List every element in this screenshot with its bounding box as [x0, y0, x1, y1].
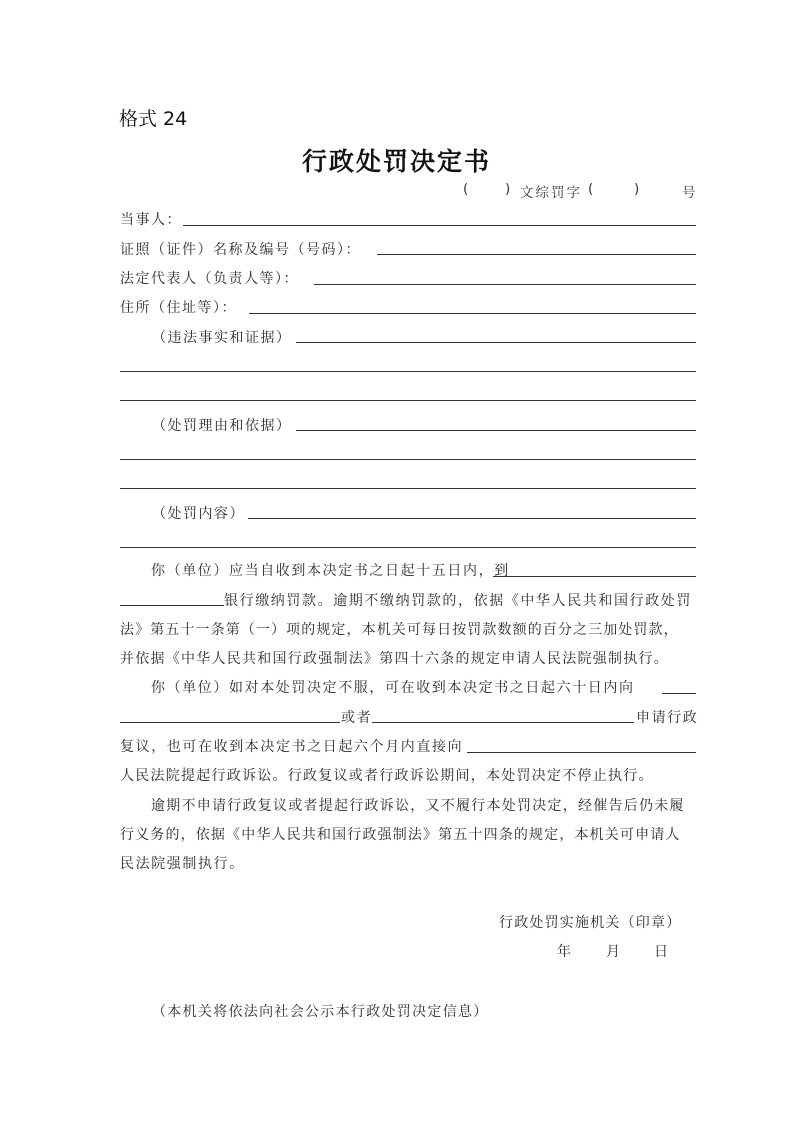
facts-field-line-3[interactable] [120, 400, 696, 401]
payment-paragraph-line-4: 并依据《中华人民共和国行政强制法》第四十六条的规定申请人民法院强制执行。 [120, 651, 669, 667]
signature-year: 年 [557, 944, 573, 960]
bank-field-part-2[interactable] [120, 605, 224, 606]
appeal-paragraph-line-1: 你（单位）如对本处罚决定不服，可在收到本决定书之日起六十日内向 [151, 680, 635, 696]
reasons-field-line-2[interactable] [120, 459, 696, 460]
reasons-label: （处罚理由和依据） [152, 418, 292, 434]
facts-field-line-1[interactable] [296, 342, 696, 343]
enforcement-paragraph-line-2: 行义务的，依据《中华人民共和国行政强制法》第五十四条的规定，本机关可申请人 [120, 827, 681, 843]
appeal-paragraph-apply: 申请行政 [636, 710, 699, 726]
signature-day: 日 [654, 944, 670, 960]
alt-review-agency-field[interactable] [372, 722, 634, 723]
content-field-line-2[interactable] [120, 547, 696, 548]
docno-open-bracket: ( [588, 181, 594, 197]
appeal-paragraph-or: 或者 [341, 710, 373, 726]
legal-rep-label: 法定代表人（负责人等）： [120, 271, 299, 287]
address-field[interactable] [249, 313, 696, 314]
payment-paragraph-line-1: 你（单位）应当自收到本决定书之日起十五日内，到 [151, 563, 510, 579]
review-agency-field-part-2[interactable] [120, 722, 340, 723]
court-field[interactable] [467, 752, 696, 753]
license-field[interactable] [377, 254, 696, 255]
facts-label: （违法事实和证据） [152, 330, 292, 346]
reasons-field-line-1[interactable] [296, 430, 696, 431]
enforcement-paragraph-line-1: 逾期不申请行政复议或者提起行政诉讼，又不履行本处罚决定，经催告后仍未履 [151, 798, 685, 814]
docno-open-paren: ( [463, 181, 469, 197]
reasons-field-line-3[interactable] [120, 488, 696, 489]
facts-field-line-2[interactable] [120, 371, 696, 372]
docno-close-paren: ) [505, 181, 511, 197]
party-field[interactable] [183, 225, 696, 226]
enforcement-paragraph-line-3: 民法院强制执行。 [120, 856, 245, 872]
party-label: 当事人： [120, 212, 182, 228]
document-title: 行政处罚决定书 [301, 147, 491, 176]
appeal-paragraph-line-3: 复议，也可在收到本决定书之日起六个月内直接向 [120, 739, 464, 755]
review-agency-field-part-1[interactable] [662, 693, 696, 694]
appeal-paragraph-line-4: 人民法院提起行政诉讼。行政复议或者行政诉讼期间，本处罚决定不停止执行。 [120, 768, 654, 784]
address-label: 住所（住址等）： [120, 300, 237, 316]
public-disclosure-note: （本机关将依法向社会公示本行政处罚决定信息） [152, 1004, 489, 1020]
signature-month: 月 [606, 944, 622, 960]
license-label: 证照（证件）名称及编号（号码）： [120, 242, 361, 258]
payment-paragraph-line-2: 银行缴纳罚款。逾期不缴纳罚款的，依据《中华人民共和国行政处罚 [224, 593, 692, 609]
docno-suffix: 号 [682, 185, 696, 201]
legal-rep-field[interactable] [314, 284, 696, 285]
payment-paragraph-line-3: 法》第五十一条第（一）项的规定，本机关可每日按罚款数额的百分之三加处罚款， [120, 622, 679, 638]
content-field-line-1[interactable] [248, 518, 696, 519]
content-label: （处罚内容） [152, 506, 245, 522]
format-label: 格式 24 [119, 108, 188, 130]
bank-field-part-1[interactable] [493, 576, 696, 577]
docno-close-bracket: ) [634, 181, 640, 197]
signature-authority: 行政处罚实施机关（印章） [499, 915, 682, 931]
docno-prefix: 文综罚字 [520, 185, 582, 201]
